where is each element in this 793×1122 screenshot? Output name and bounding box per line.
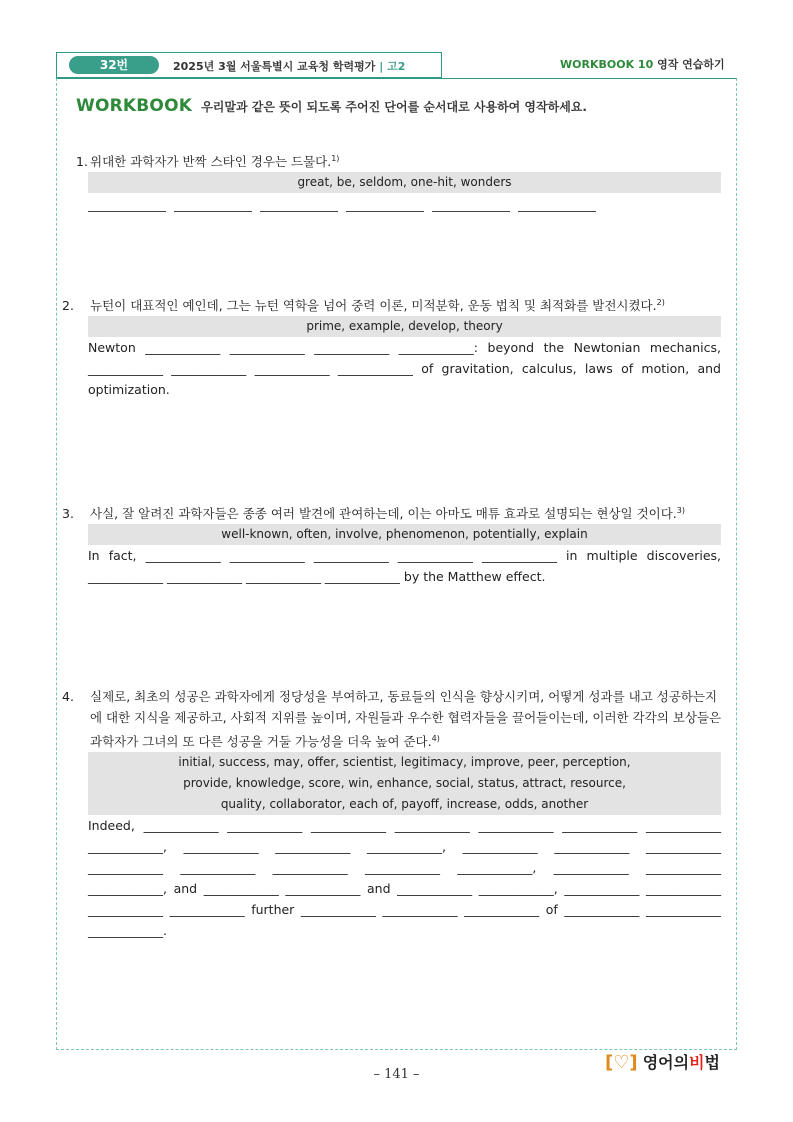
answer-area[interactable]: Indeed, ____________ ____________ ____________ ____________ ____________ ____________ ____________ ____________, ____________ ____________ ____________, ____________ ____________ ____________ ____________ ____________ ____________ ____________ ____________, ____________ ____________ ____________, and ____________ ____________ and ____________ ____________, ____________ ____________ ____________ ____________ further ____________ ____________ ____________ of ____________ ____________ ____________. <box>88 818 721 939</box>
section-heading <box>76 96 726 120</box>
exam-title-text: 2025년 3월 서울특별시 교육청 학력평가 <box>173 60 376 73</box>
question-number: 4. <box>62 689 74 704</box>
worksheet-content <box>62 96 726 939</box>
section-title: WORKBOOK <box>76 96 193 116</box>
question-korean-text: 위대한 과학자가 반짝 스타인 경우는 드물다. <box>90 154 332 170</box>
answer-area[interactable]: In fact, ____________ ____________ ____________ ____________ ____________ in multiple discoveries, ____________ ____________ ____________ ____________ by the Matthew effect. <box>88 548 721 585</box>
footnote-marker: 4) <box>431 734 440 743</box>
question-number-badge: 32번 <box>69 56 159 74</box>
answer-blank[interactable] <box>174 211 252 212</box>
grade-label: 고2 <box>387 60 406 73</box>
header-box <box>56 52 442 78</box>
workbook-label <box>560 56 725 72</box>
question-1 <box>76 148 726 214</box>
keyword-box: great, be, seldom, one-hit, wonders <box>88 172 721 193</box>
section-instruction: 우리말과 같은 뜻이 되도록 주어진 단어를 순서대로 사용하여 영작하세요. <box>201 100 587 114</box>
keyword-line: initial, success, may, offer, scientist, legitimacy, improve, peer, perception, <box>178 755 631 770</box>
keyword-box <box>88 752 721 815</box>
answer-blank[interactable] <box>346 211 424 212</box>
question-number: 1. <box>76 154 88 170</box>
footnote-marker: 3) <box>676 506 685 515</box>
keyword-line: quality, collaborator, each of, payoff, increase, odds, another <box>220 797 589 812</box>
answer-blank[interactable] <box>88 211 166 212</box>
question-korean-text: 뉴턴이 대표적인 예인데, 그는 뉴턴 역학을 넘어 중력 이론, 미적분학, 운동 법칙 및 최적화를 발전시켰다. <box>90 298 657 314</box>
question-korean <box>76 148 726 172</box>
logo-text-c: 법 <box>704 1053 720 1072</box>
answer-area[interactable]: Newton ____________ ____________ ____________ ____________: beyond the Newtonian mechanics, ____________ ____________ ____________ ____________ of gravitation, calculus, laws of motion, and optimization. <box>88 340 721 398</box>
workbook-number: WORKBOOK 10 <box>560 58 654 71</box>
question-korean-text: 사실, 잘 알려진 과학자들은 종종 여러 발견에 관여하는데, 이는 아마도 매튜 효과로 설명되는 현상일 것이다. <box>90 506 677 522</box>
keyword-box: well-known, often, involve, phenomenon, potentially, explain <box>88 524 721 545</box>
answer-blank[interactable] <box>260 211 338 212</box>
exam-title <box>173 58 405 74</box>
bee-icon: [♡] <box>605 1052 638 1073</box>
keyword-box: prime, example, develop, theory <box>88 316 721 337</box>
answer-blanks[interactable] <box>88 193 598 214</box>
answer-blank[interactable] <box>518 211 596 212</box>
title-separator: | <box>379 60 384 73</box>
keyword-line: provide, knowledge, score, win, enhance, social, status, attract, resource, <box>183 776 626 791</box>
question-korean <box>62 686 726 752</box>
question-korean-text: 실제로, 최초의 성공은 과학자에게 정당성을 부여하고, 동료들의 인식을 향상시키며, 어떻게 성과를 내고 성공하는지에 대한 지식을 제공하고, 사회적 지위를 높이며, 자원들과 우수한 협력자들을 끌어들이는데, 이러한 각각의 보상들은 과학자가 그녀의 또 다른 성공을 거둘 가능성을 더욱 높여 준다. <box>90 689 722 750</box>
logo-text-b: 비 <box>689 1053 705 1072</box>
footnote-marker: 2) <box>656 298 665 307</box>
answer-blank[interactable] <box>432 211 510 212</box>
logo-text-a: 영어의 <box>642 1053 690 1072</box>
page-number: – 141 – <box>373 1067 420 1082</box>
question-3 <box>62 500 726 587</box>
question-korean <box>62 292 726 316</box>
question-2 <box>62 292 726 400</box>
question-korean <box>62 500 726 524</box>
question-4 <box>62 686 726 941</box>
question-number: 2. <box>62 298 74 314</box>
footnote-marker: 1) <box>331 154 340 163</box>
workbook-subtitle: 영작 연습하기 <box>657 58 725 71</box>
question-number: 3. <box>62 506 74 522</box>
